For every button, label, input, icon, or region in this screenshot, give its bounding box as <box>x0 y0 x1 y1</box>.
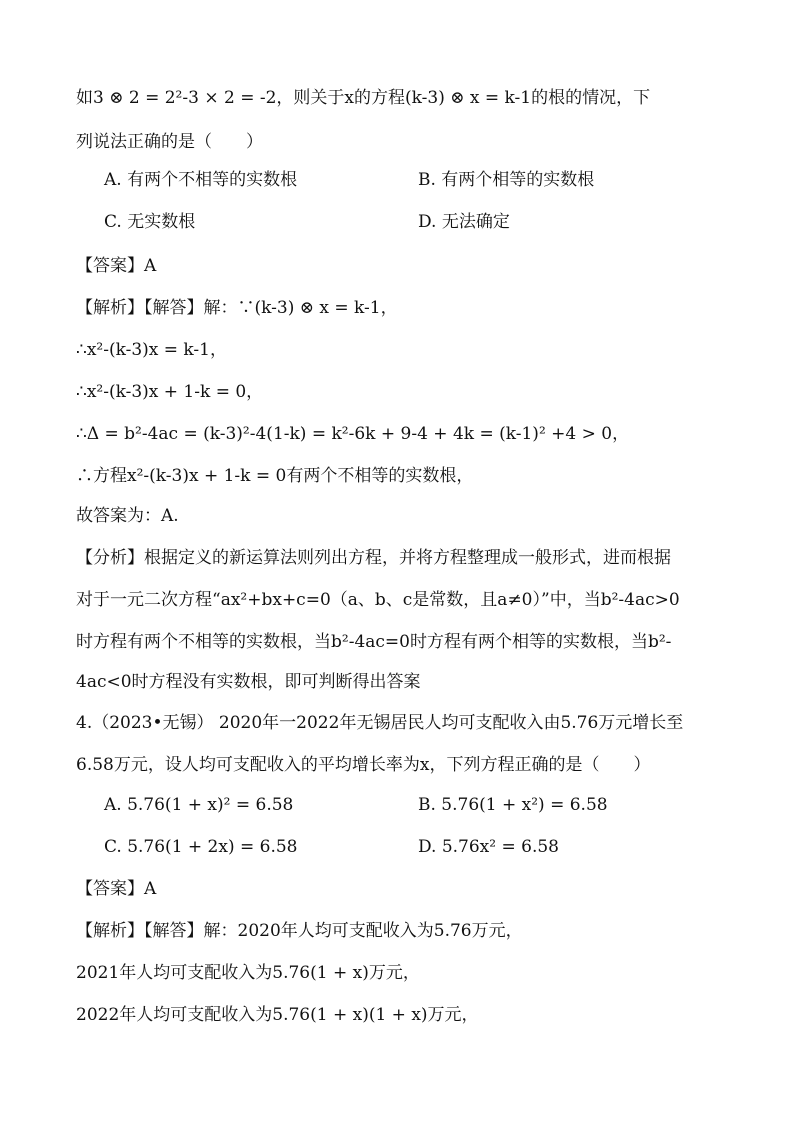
q3-analysis-line-3: ∴x²-(k-3)x + 1-k = 0， <box>76 382 264 402</box>
q3-option-a: A. 有两个不相等的实数根 <box>104 170 298 190</box>
q3-option-b: B. 有两个相等的实数根 <box>418 170 595 190</box>
q3-option-c: C. 无实数根 <box>104 212 196 232</box>
q3-stem-line-1: 如3 ⊗ 2 = 2²-3 × 2 = -2，则关于x的方程(k-3) ⊗ x = k-1的根的情况，下 <box>76 88 651 108</box>
q4-analysis-line-2: 2021年人均可支配收入为5.76(1 + x)万元， <box>76 963 420 983</box>
q4-analysis-line-1: 【解析】【解答】解：2020年人均可支配收入为5.76万元， <box>76 921 523 941</box>
q3-option-d: D. 无法确定 <box>418 212 510 232</box>
q3-analysis-line-5: ∴方程x²-(k-3)x + 1-k = 0有两个不相等的实数根， <box>76 466 474 486</box>
q4-option-a: A. 5.76(1 + x)² = 6.58 <box>104 795 294 815</box>
q3-answer: 【答案】A <box>76 256 157 276</box>
q3-stem-line-2: 列说法正确的是（ ） <box>76 132 263 152</box>
q3-analysis-line-6: 故答案为：A. <box>76 506 179 526</box>
q3-fenxi-line-4: 4ac<0时方程没有实数根，即可判断得出答案 <box>76 672 421 692</box>
q3-fenxi-line-1: 【分析】根据定义的新运算法则列出方程，并将方程整理成一般形式，进而根据 <box>76 548 671 568</box>
q3-analysis-line-2: ∴x²-(k-3)x = k-1， <box>76 340 227 360</box>
q3-analysis-line-1: 【解析】【解答】解：∵(k-3) ⊗ x = k-1， <box>76 298 398 318</box>
q4-option-c: C. 5.76(1 + 2x) = 6.58 <box>104 837 298 857</box>
q4-option-b: B. 5.76(1 + x²) = 6.58 <box>418 795 608 815</box>
q4-analysis-line-3: 2022年人均可支配收入为5.76(1 + x)(1 + x)万元， <box>76 1005 479 1025</box>
q3-fenxi-line-2: 对于一元二次方程“ax²+bx+c=0（a、b、c是常数，且a≠0）”中，当b²-4ac>0 <box>76 590 680 610</box>
q4-answer: 【答案】A <box>76 879 157 899</box>
q4-option-d: D. 5.76x² = 6.58 <box>418 837 559 857</box>
q3-fenxi-line-3: 时方程有两个不相等的实数根，当b²-4ac=0时方程有两个相等的实数根，当b²- <box>76 632 672 652</box>
q4-stem-line-1: 4.（2023•无锡） 2020年一2022年无锡居民人均可支配收入由5.76万元增长至 <box>76 713 684 733</box>
q4-stem-line-2: 6.58万元，设人均可支配收入的平均增长率为x，下列方程正确的是（ ） <box>76 755 651 775</box>
q3-analysis-line-4: ∴Δ = b²-4ac = (k-3)²-4(1-k) = k²-6k + 9-4 + 4k = (k-1)² +4 > 0， <box>76 424 630 444</box>
